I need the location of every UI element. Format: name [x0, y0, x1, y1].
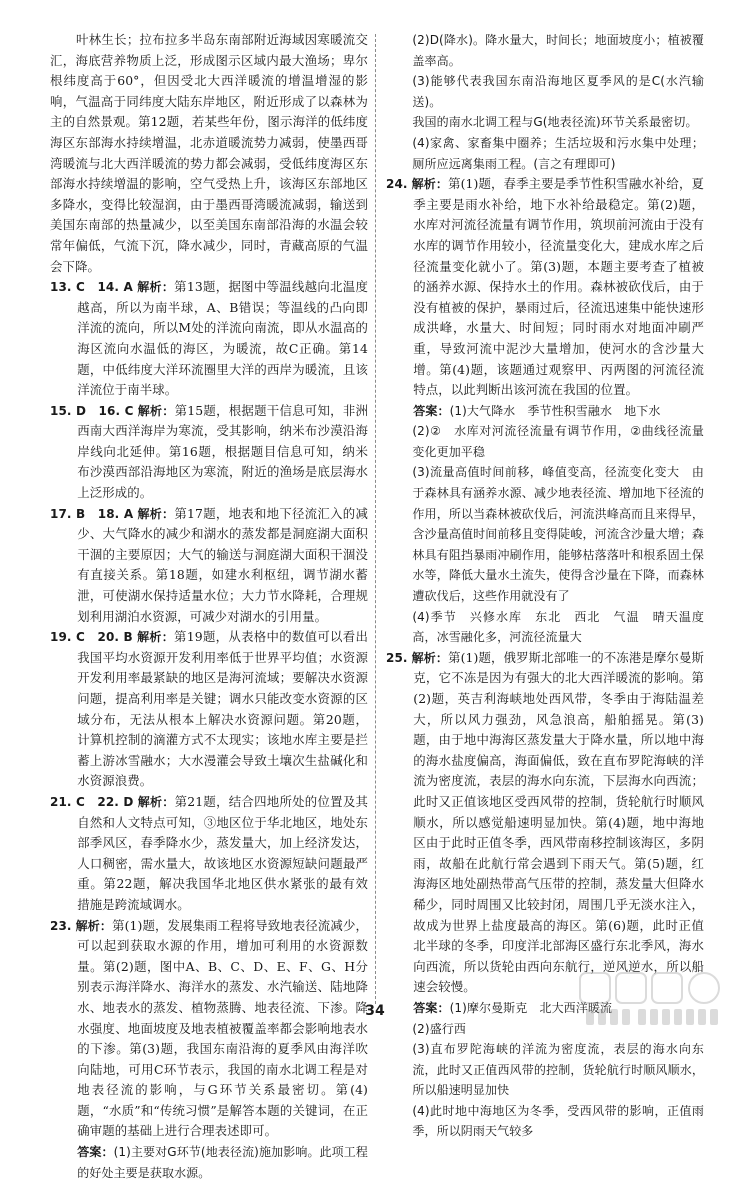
q25-number: 25.	[386, 650, 408, 665]
q15-16-text: 第15题，根据题干信息可知，非洲西南大西洋海岸为寒流，受其影响，纳米布沙漠沿海岸线向北延伸。第16题，根据题目信息可知，纳米布沙漠西部沿海地区为寒流，附近的渔场是底层海水上泛形成的。	[77, 402, 368, 501]
q13-14-answers: 13. C 14. A	[50, 280, 133, 295]
q13-14	[50, 277, 368, 401]
page-number: 34	[365, 1003, 385, 1019]
q25-answer-3: (3)直布罗陀海峡的洋流为密度流，表层的海水向东流，此时又正值西风带的控制，货轮航行时顺风顺水，所以船速明显加快	[412, 1042, 704, 1098]
q24-analysis	[386, 174, 704, 401]
q25-answer-label: 答案：	[413, 1000, 450, 1015]
q17-18	[50, 504, 368, 628]
q23-number: 23.	[50, 918, 72, 933]
q25-label: 解析：	[411, 650, 449, 665]
q15-16	[50, 401, 368, 504]
q19-20-label: 解析：	[137, 630, 175, 645]
watermark-logo-icon	[576, 969, 736, 1031]
q25-text: 第(1)题，俄罗斯北部唯一的不冻港是摩尔曼斯克，它不冻是因为有强大的北大西洋暖流的影响。第(2)题，英吉利海峡地处西风带，冬季由于海陆温差大，所以风力强劲，风急浪高，船舶摇晃。第(3)题，由于地中海海区蒸发量大于降水量，所以地中海的海水盐度偏高，海面偏低，致在直布罗陀海峡的洋流为密度流，表层的海水向东流，下层海水向西流；此时又正值该地区受西风带的控制，货轮航行时顺风顺水，所以感觉船速明显加快。第(4)题，地中海地区由于此时正值冬季，西风带南移控制该海区，多阴雨，故船在此航行常会遇到下雨天气。第(5)题，红海海区地处副热带高气压带的控制，蒸发量大但降水稀少，同时周围又比较封闭，周围几乎无淡水注入，故成为世界上盐度最高的海区。第(6)题，此时正值北半球的冬季，印度洋北部海区盛行东北季风，海水向西流，所以货轮由西向东航行，逆风逆水，所以船速会较慢。	[413, 649, 704, 995]
q19-20	[50, 627, 368, 792]
q23-answer-3a: (3)能够代表我国东南沿海地区夏季风的是C(水汽输送)。	[412, 74, 704, 109]
column-divider	[375, 34, 376, 1004]
q12-continuation: 叶林生长；拉布拉多半岛东南部附近海域因寒暖流交汇，海底营养物质上泛，形成图示区域内最大渔场；卑尔根纬度高于60°，但因受北大西洋暖流的增温增湿的影响，气温高于同纬度大陆东岸地区，附近形成了以森林为主的自然景观。第12题，若某些年份，图示海洋的低纬度海区东部海水持续增温，北赤道暖流势力减弱，使墨西哥湾暖流与北大西洋暖流的势力都会减弱，受低纬度海区东部海水持续增温的影响，空气受热上升，该海区东部地区多降水，变得比较湿润，由于墨西哥湾暖流减弱，输送到美国东南部的热量减少，以至美国东南部沿海的水温会较常年偏低，气流下沉，降水减少，同时，青藏高原的气温会下降。	[50, 32, 368, 274]
q23-answer-1-text: (1)主要对G环节(地表径流)施加影响。此项工程的好处主要是获取水源。	[77, 1145, 369, 1180]
q23-label: 解析：	[75, 918, 113, 933]
q21-22-answers: 21. C 22. D	[50, 794, 134, 809]
q25-answer-2: (2)盛行西	[412, 1021, 466, 1036]
q25-analysis	[386, 648, 704, 998]
q15-16-answers: 15. D 16. C	[50, 403, 134, 418]
q21-22-text: 第21题，结合四地所处的位置及其自然和人文特点可知，③地区位于华北地区，地处东部季风区，春季降水少，蒸发量大，加上经济发达，人口稠密，需水量大，故该地区水资源短缺问题最严重。第22题，解决我国华北地区供水紧张的最有效措施是跨流域调水。	[77, 793, 368, 912]
q17-18-text: 第17题，地表和地下径流汇入的减少、大气降水的减少和湖水的蒸发都是洞庭湖大面积干涸的主要原因；大气的输送与洞庭湖大面积干涸没有直接关系。第18题，如建水利枢纽，调节湖水蓄泄，可使湖水保持适量水位；大力节水降耗，合理规划利用湖泊水资源，可减少对湖水的引用量。	[77, 505, 368, 624]
q17-18-answers: 17. B 18. A	[50, 506, 134, 521]
q24-label: 解析：	[411, 177, 449, 192]
q24-number: 24.	[386, 177, 408, 192]
q25-answer-1-text: (1)摩尔曼斯克 北大西洋暖流	[449, 1000, 613, 1015]
q23-answer-1	[50, 1142, 368, 1183]
q25-answer-4: (4)此时地中海地区为冬季，受西风带的影响，正值雨季，所以阴雨天气较多	[412, 1103, 704, 1139]
q23-answer-4: (4)家禽、家畜集中圈养；生活垃圾和污水集中处理；厕所应远离集雨工程。(言之有理即可)	[412, 135, 704, 171]
q19-20-answers: 19. C 20. B	[50, 630, 133, 645]
q24-answer-4: (4)季节 兴修水库 东北 西北 气温 晴天温度高，冰雪融化多，河流径流量大	[412, 609, 704, 645]
q19-20-text: 第19题，从表格中的数值可以看出我国平均水资源开发利用率低于世界平均值；水资源开发利用率最紧缺的地区是海河流域；要解决水资源问题，提高利用率是关键；调水只能改变水资源的区域分布，无法从根本上解决水资源问题。第20题，计算机控制的滴灌方式不太现实；该地水库主要是拦蓄上游冰雪融水；大水漫灌会导致土壤次生盐碱化和水资源浪费。	[77, 629, 368, 789]
q23-answer-3b: 我国的南水北调工程与G(地表径流)环节关系最密切。	[412, 115, 698, 130]
q17-18-label: 解析：	[137, 506, 175, 521]
q23-analysis	[50, 916, 368, 1143]
q24-answer-label: 答案：	[413, 403, 450, 418]
q13-14-label: 解析：	[137, 280, 175, 295]
q24-answer-1-text: (1)大气降水 季节性积雪融水 地下水	[449, 403, 661, 418]
q21-22	[50, 792, 368, 916]
q23-text: 第(1)题，发展集雨工程将导致地表径流减少，可以起到获取水源的作用，增加可利用的水资源数量。第(2)题，图中A、B、C、D、E、F、G、H分别表示海洋降水、海洋水的蒸发、水汽输送、陆地降水、地表水的蒸发、植物蒸腾、地表径流、下渗。降水强度、地面坡度及地表植被覆盖率都会影响地表水的下渗。第(3)题，我国东南沿海的夏季风由海洋吹向陆地，可用C环节表示，我国的南水北调工程是对地表径流的影响，与G环节关系最密切。第(4)题，“水质”和“传统习惯”是解答本题的关键词，在正确审题的基础上进行合理表述即可。	[77, 917, 368, 1139]
q24-answer-2: (2)② 水库对河流径流量有调节作用，②曲线径流量变化更加平稳	[412, 424, 704, 459]
q24-answer-1	[386, 401, 704, 422]
q24-answer-3: (3)流量高值时间前移，峰值变高，径流变化变大 由于森林具有涵养水源、减少地表径流、增加地下径流的作用，所以当森林被砍伐后，河流洪峰高而且来得早，含沙量高值时间前移且变得陡峻，河流含沙量大增；森林具有阻挡暴雨冲刷作用，能够枯落落叶和根系固土保水等，降低大量水土流失，使得含沙量在下降，而森林遭砍伐后，这些作用就没有了	[412, 465, 704, 604]
q23-answer-label: 答案：	[77, 1145, 114, 1160]
q24-text: 第(1)题，春季主要是季节性积雪融水补给，夏季主要是雨水补给，地下水补给最稳定。第(2)题，水库对河流径流量有调节作用，筑坝前河流由于没有水库的调节作用较小，径流量变化大，建成水库之后径流量变化就小了。第(3)题，本题主要考查了植被的涵养水源、保持水土的作用。森林被砍伐后，由于没有植被的保护，暴雨过后，径流迅速集中能快速形成洪峰，水量大、时间短；同时雨水对地面冲刷严重，导致河流中泥沙大量增加，使河水的含沙量大增。第(4)题，该题通过观察甲、丙两图的河流径流特点，以此判断出该河流在我国的位置。	[413, 176, 704, 398]
q13-14-text: 第13题，据图中等温线越向北温度越高，所以为南半球，A、B错误；等温线的凸向即洋流的流向，所以M处的洋流向南流，即从水温高的海区流向水温低的海区，为暖流，故C正确。第14题，中低纬度大洋环流圈里大洋的西岸为暖流，且该洋流位于南半球。	[77, 279, 368, 398]
q23-answer-2: (2)D(降水)。降水量大，时间长；地面坡度小；植被覆盖率高。	[412, 33, 704, 68]
q21-22-label: 解析：	[137, 794, 175, 809]
q15-16-label: 解析：	[137, 403, 175, 418]
